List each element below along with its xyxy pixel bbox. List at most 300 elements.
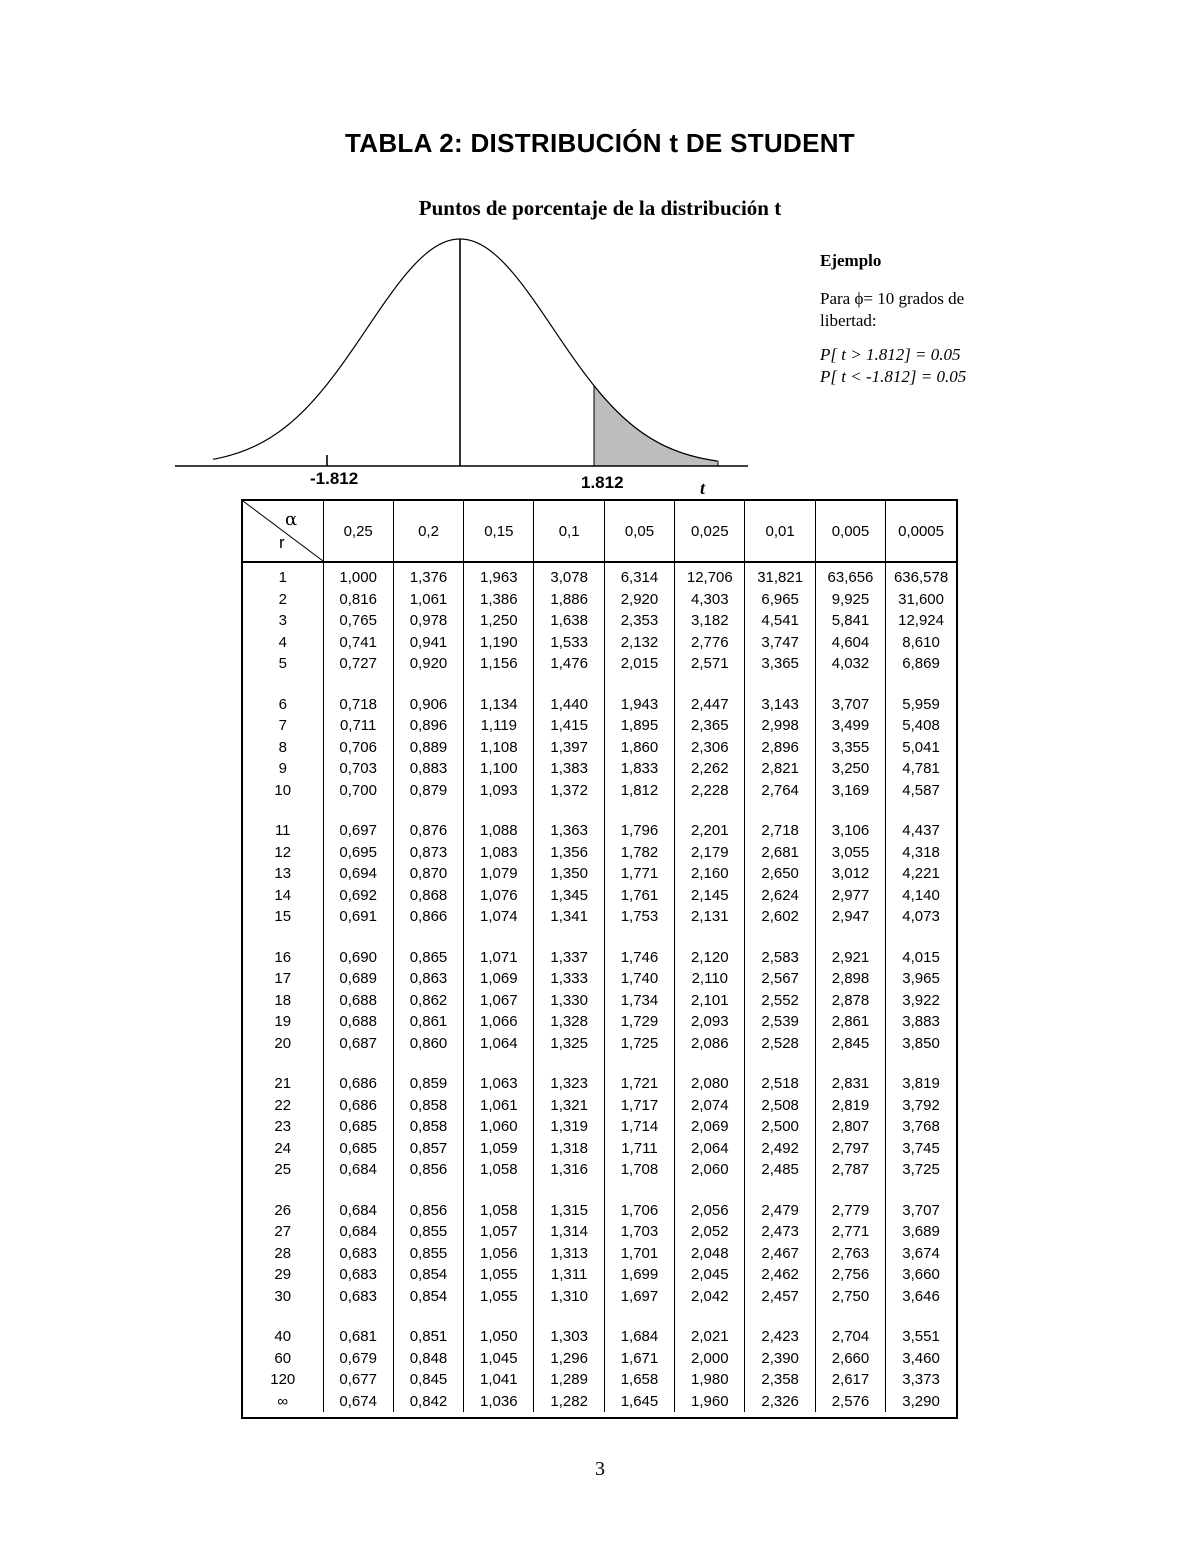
critical-value-cell: 1,746	[604, 928, 674, 969]
table-row	[243, 1369, 956, 1391]
table-row	[243, 885, 956, 907]
critical-value-cell: 3,055	[815, 842, 885, 864]
critical-value-cell: 1,812	[604, 780, 674, 802]
critical-value-cell: 1,134	[464, 675, 534, 716]
critical-value-cell: 0,692	[323, 885, 393, 907]
table-row	[243, 758, 956, 780]
critical-value-cell: 3,143	[745, 675, 815, 716]
critical-value-cell: 0,681	[323, 1307, 393, 1348]
header-alpha-value: 0,2	[393, 501, 463, 562]
critical-value-cell: 2,447	[675, 675, 745, 716]
critical-value-cell: 0,845	[393, 1369, 463, 1391]
critical-value-cell: 3,883	[886, 1011, 956, 1033]
critical-value-cell: 4,587	[886, 780, 956, 802]
critical-value-cell: 0,674	[323, 1391, 393, 1413]
critical-value-cell: 0,688	[323, 990, 393, 1012]
critical-value-cell: 4,140	[886, 885, 956, 907]
critical-value-cell: 1,325	[534, 1033, 604, 1055]
critical-value-cell: 0,700	[323, 780, 393, 802]
critical-value-cell: 2,179	[675, 842, 745, 864]
critical-value-cell: 2,462	[745, 1264, 815, 1286]
critical-value-cell: 1,074	[464, 906, 534, 928]
critical-value-cell: 4,541	[745, 610, 815, 632]
table-row	[243, 968, 956, 990]
degrees-of-freedom-cell: 11	[274, 822, 291, 839]
right-critical-value-label: 1.812	[581, 473, 624, 492]
critical-value-cell: 1,058	[464, 1181, 534, 1222]
header-row	[243, 501, 956, 562]
header-alpha-value: 0,025	[675, 501, 745, 562]
critical-value-cell: 2,064	[675, 1138, 745, 1160]
critical-value-cell: 4,073	[886, 906, 956, 928]
critical-value-cell: 2,624	[745, 885, 815, 907]
critical-value-cell: 1,156	[464, 653, 534, 675]
critical-value-cell: 4,015	[886, 928, 956, 969]
critical-value-cell: 1,321	[534, 1095, 604, 1117]
critical-value-cell: 2,878	[815, 990, 885, 1012]
critical-value-cell: 0,683	[323, 1264, 393, 1286]
critical-value-cell: 2,660	[815, 1348, 885, 1370]
critical-value-cell: 3,689	[886, 1221, 956, 1243]
critical-value-cell: 0,857	[393, 1138, 463, 1160]
critical-value-cell: 0,870	[393, 863, 463, 885]
critical-value-cell: 2,576	[815, 1391, 885, 1413]
degrees-of-freedom-cell: 4	[278, 633, 287, 651]
critical-value-cell: 1,119	[464, 715, 534, 737]
critical-value-cell: 2,052	[675, 1221, 745, 1243]
critical-value-cell: 636,578	[886, 562, 956, 589]
critical-value-cell: 4,303	[675, 589, 745, 611]
critical-value-cell: 3,646	[886, 1286, 956, 1308]
critical-value-cell: 1,943	[604, 675, 674, 716]
critical-value-cell: 1,717	[604, 1095, 674, 1117]
critical-value-cell: 0,855	[393, 1243, 463, 1265]
critical-value-cell: 1,059	[464, 1138, 534, 1160]
critical-value-cell: 0,896	[393, 715, 463, 737]
critical-value-cell: 2,093	[675, 1011, 745, 1033]
critical-value-cell: 1,725	[604, 1033, 674, 1055]
critical-value-cell: 1,069	[464, 968, 534, 990]
critical-value-cell: 0,855	[393, 1221, 463, 1243]
critical-value-cell: 2,120	[675, 928, 745, 969]
degrees-of-freedom-cell: 3	[278, 612, 287, 629]
degrees-of-freedom-cell: 1	[278, 569, 287, 586]
degrees-of-freedom-cell: 18	[274, 991, 292, 1009]
degrees-of-freedom-cell: 7	[278, 717, 287, 734]
critical-value-cell: 6,869	[886, 653, 956, 675]
critical-value-cell: 0,727	[323, 653, 393, 675]
critical-value-cell: 1,645	[604, 1391, 674, 1413]
page-number: 3	[595, 1458, 605, 1480]
critical-value-cell: 3,551	[886, 1307, 956, 1348]
critical-value-cell: 3,460	[886, 1348, 956, 1370]
critical-value-cell: 0,851	[393, 1307, 463, 1348]
critical-value-cell: 2,201	[675, 801, 745, 842]
critical-value-cell: 3,660	[886, 1264, 956, 1286]
header-alpha-value: 0,1	[534, 501, 604, 562]
table-row	[243, 1264, 956, 1286]
critical-value-cell: 2,145	[675, 885, 745, 907]
critical-value-cell: 4,781	[886, 758, 956, 780]
critical-value-cell: 0,861	[393, 1011, 463, 1033]
critical-value-cell: 0,711	[323, 715, 393, 737]
critical-value-cell: 0,858	[393, 1116, 463, 1138]
critical-value-cell: 0,703	[323, 758, 393, 780]
critical-value-cell: 2,861	[815, 1011, 885, 1033]
critical-value-cell: 2,457	[745, 1286, 815, 1308]
table-row	[243, 1243, 956, 1265]
critical-value-cell: 31,600	[886, 589, 956, 611]
critical-value-cell: 1,190	[464, 632, 534, 654]
table-row	[243, 737, 956, 759]
critical-value-cell: 2,358	[745, 1369, 815, 1391]
degrees-of-freedom-cell: 27	[274, 1223, 292, 1240]
critical-value-cell: 2,819	[815, 1095, 885, 1117]
critical-value-cell: 3,768	[886, 1116, 956, 1138]
degrees-of-freedom-cell: 10	[274, 781, 292, 799]
critical-value-cell: 0,684	[323, 1181, 393, 1222]
table-row	[243, 1011, 956, 1033]
example-text-line-1: Para ϕ= 10 grados de	[820, 289, 965, 308]
table-row	[243, 801, 956, 842]
table-body	[243, 562, 956, 1412]
critical-value-cell: 2,473	[745, 1221, 815, 1243]
critical-value-cell: 4,318	[886, 842, 956, 864]
table-row	[243, 610, 956, 632]
example-probability-lower: P[ t < -1.812] = 0.05	[820, 367, 967, 386]
critical-value-cell: 2,015	[604, 653, 674, 675]
critical-value-cell: 2,021	[675, 1307, 745, 1348]
critical-value-cell: 3,373	[886, 1369, 956, 1391]
critical-value-cell: 3,290	[886, 1391, 956, 1413]
critical-value-cell: 0,879	[393, 780, 463, 802]
critical-value-cell: 1,895	[604, 715, 674, 737]
critical-value-cell: 2,807	[815, 1116, 885, 1138]
critical-value-cell: 3,922	[886, 990, 956, 1012]
degrees-of-freedom-cell: 30	[274, 1287, 292, 1305]
critical-value-cell: 2,528	[745, 1033, 815, 1055]
critical-value-cell: 1,796	[604, 801, 674, 842]
critical-value-cell: 0,683	[323, 1243, 393, 1265]
table-row	[243, 1033, 956, 1055]
critical-value-cell: 0,688	[323, 1011, 393, 1033]
critical-value-cell: 0,866	[393, 906, 463, 928]
critical-value-cell: 2,539	[745, 1011, 815, 1033]
critical-value-cell: 0,689	[323, 968, 393, 990]
critical-value-cell: 3,725	[886, 1159, 956, 1181]
critical-value-cell: 1,036	[464, 1391, 534, 1413]
critical-value-cell: 1,533	[534, 632, 604, 654]
critical-value-cell: 2,681	[745, 842, 815, 864]
critical-value-cell: 1,782	[604, 842, 674, 864]
critical-value-cell: 2,779	[815, 1181, 885, 1222]
critical-value-cell: 2,718	[745, 801, 815, 842]
degrees-of-freedom-cell: 29	[274, 1266, 292, 1283]
degrees-of-freedom-cell: 23	[274, 1118, 292, 1135]
header-alpha-value: 0,15	[464, 501, 534, 562]
critical-value-cell: 2,771	[815, 1221, 885, 1243]
critical-value-cell: 0,684	[323, 1159, 393, 1181]
critical-value-cell: 3,674	[886, 1243, 956, 1265]
critical-value-cell: 1,296	[534, 1348, 604, 1370]
critical-value-cell: 1,383	[534, 758, 604, 780]
critical-value-cell: 1,058	[464, 1159, 534, 1181]
critical-value-cell: 1,067	[464, 990, 534, 1012]
critical-value-cell: 2,485	[745, 1159, 815, 1181]
critical-value-cell: 0,685	[323, 1116, 393, 1138]
critical-value-cell: 1,055	[464, 1264, 534, 1286]
critical-value-cell: 2,365	[675, 715, 745, 737]
page-subtitle: Puntos de porcentaje de la distribución t	[418, 196, 782, 220]
critical-value-cell: 0,765	[323, 610, 393, 632]
degrees-of-freedom-cell: 26	[274, 1201, 292, 1219]
critical-value-cell: 1,337	[534, 928, 604, 969]
critical-value-cell: 9,925	[815, 589, 885, 611]
critical-value-cell: 2,797	[815, 1138, 885, 1160]
table-row	[243, 675, 956, 716]
degrees-of-freedom-cell: 17	[274, 970, 292, 987]
table-row	[243, 1116, 956, 1138]
example-title: Ejemplo	[820, 251, 882, 270]
critical-value-cell: 1,328	[534, 1011, 604, 1033]
critical-value-cell: 2,390	[745, 1348, 815, 1370]
table-row	[243, 906, 956, 928]
critical-value-cell: 0,848	[393, 1348, 463, 1370]
table-row	[243, 1054, 956, 1095]
degrees-of-freedom-cell: 13	[274, 865, 292, 882]
critical-value-cell: 0,679	[323, 1348, 393, 1370]
critical-value-cell: 1,833	[604, 758, 674, 780]
critical-value-cell: 3,707	[886, 1181, 956, 1222]
critical-value-cell: 0,690	[323, 928, 393, 969]
critical-value-cell: 3,792	[886, 1095, 956, 1117]
critical-value-cell: 1,372	[534, 780, 604, 802]
critical-value-cell: 0,854	[393, 1264, 463, 1286]
table-row	[243, 632, 956, 654]
critical-value-cell: 1,711	[604, 1138, 674, 1160]
degrees-of-freedom-cell: 19	[274, 1013, 292, 1030]
critical-value-cell: 3,819	[886, 1054, 956, 1095]
critical-value-cell: 0,920	[393, 653, 463, 675]
critical-value-cell: 1,330	[534, 990, 604, 1012]
critical-value-cell: 2,756	[815, 1264, 885, 1286]
critical-value-cell: 2,508	[745, 1095, 815, 1117]
critical-value-cell: 1,714	[604, 1116, 674, 1138]
critical-value-cell: 2,845	[815, 1033, 885, 1055]
table-row	[243, 562, 956, 589]
critical-value-cell: 4,604	[815, 632, 885, 654]
table-row	[243, 863, 956, 885]
critical-value-cell: 1,061	[393, 589, 463, 611]
degrees-of-freedom-cell: 20	[274, 1034, 292, 1052]
corner-header-cell	[243, 501, 323, 562]
degrees-of-freedom-cell: ∞	[277, 1392, 289, 1410]
critical-value-cell: 0,906	[393, 675, 463, 716]
critical-value-cell: 1,703	[604, 1221, 674, 1243]
critical-value-cell: 1,729	[604, 1011, 674, 1033]
critical-value-cell: 1,397	[534, 737, 604, 759]
table-row	[243, 589, 956, 611]
degrees-of-freedom-cell: 28	[274, 1244, 292, 1262]
degrees-of-freedom-cell: 60	[274, 1349, 292, 1367]
critical-value-cell: 1,066	[464, 1011, 534, 1033]
critical-value-cell: 1,671	[604, 1348, 674, 1370]
critical-value-cell: 2,045	[675, 1264, 745, 1286]
critical-value-cell: 0,683	[323, 1286, 393, 1308]
critical-value-cell: 2,552	[745, 990, 815, 1012]
degrees-of-freedom-cell: 24	[274, 1139, 292, 1157]
critical-value-cell: 3,850	[886, 1033, 956, 1055]
critical-value-cell: 3,707	[815, 675, 885, 716]
critical-value-cell: 2,060	[675, 1159, 745, 1181]
critical-value-cell: 0,685	[323, 1138, 393, 1160]
critical-value-cell: 1,315	[534, 1181, 604, 1222]
critical-value-cell: 1,638	[534, 610, 604, 632]
critical-value-cell: 2,080	[675, 1054, 745, 1095]
critical-value-cell: 1,045	[464, 1348, 534, 1370]
critical-value-cell: 1,415	[534, 715, 604, 737]
table-row	[243, 990, 956, 1012]
critical-value-cell: 2,518	[745, 1054, 815, 1095]
critical-value-cell: 0,741	[323, 632, 393, 654]
header-alpha-value: 0,0005	[886, 501, 956, 562]
critical-value-cell: 1,310	[534, 1286, 604, 1308]
critical-value-cell: 2,132	[604, 632, 674, 654]
critical-value-cell: 0,860	[393, 1033, 463, 1055]
critical-value-cell: 2,920	[604, 589, 674, 611]
critical-value-cell: 5,959	[886, 675, 956, 716]
critical-value-cell: 1,440	[534, 675, 604, 716]
critical-value-cell: 1,250	[464, 610, 534, 632]
degrees-of-freedom-cell: 6	[278, 695, 287, 713]
critical-value-cell: 0,695	[323, 842, 393, 864]
degrees-of-freedom-cell: 15	[274, 908, 292, 925]
example-box	[820, 250, 1020, 388]
table-row	[243, 1391, 956, 1413]
header-alpha-value: 0,25	[323, 501, 393, 562]
critical-value-cell: 1,697	[604, 1286, 674, 1308]
critical-value-cell: 0,706	[323, 737, 393, 759]
critical-value-cell: 1,721	[604, 1054, 674, 1095]
critical-value-cell: 1,093	[464, 780, 534, 802]
critical-value-cell: 2,074	[675, 1095, 745, 1117]
table-row	[243, 1307, 956, 1348]
critical-value-cell: 1,314	[534, 1221, 604, 1243]
critical-value-cell: 1,345	[534, 885, 604, 907]
critical-value-cell: 2,306	[675, 737, 745, 759]
table-row	[243, 715, 956, 737]
critical-value-cell: 1,980	[675, 1369, 745, 1391]
critical-value-cell: 2,086	[675, 1033, 745, 1055]
degrees-of-freedom-cell: 22	[274, 1096, 292, 1114]
critical-value-cell: 2,423	[745, 1307, 815, 1348]
critical-value-cell: 1,734	[604, 990, 674, 1012]
critical-value-cell: 1,282	[534, 1391, 604, 1413]
upper-tail-area	[594, 386, 718, 466]
degrees-of-freedom-cell: 21	[274, 1075, 292, 1092]
table-row	[243, 653, 956, 675]
critical-value-cell: 0,694	[323, 863, 393, 885]
critical-value-cell: 3,365	[745, 653, 815, 675]
critical-value-cell: 0,865	[393, 928, 463, 969]
critical-value-cell: 0,863	[393, 968, 463, 990]
critical-value-cell: 2,069	[675, 1116, 745, 1138]
table-row	[243, 1221, 956, 1243]
critical-value-cell: 2,977	[815, 885, 885, 907]
header-alpha-value: 0,005	[815, 501, 885, 562]
critical-value-cell: 5,041	[886, 737, 956, 759]
critical-value-cell: 2,602	[745, 906, 815, 928]
critical-value-cell: 3,499	[815, 715, 885, 737]
t-distribution-table	[241, 499, 958, 1419]
critical-value-cell: 4,032	[815, 653, 885, 675]
critical-value-cell: 3,747	[745, 632, 815, 654]
critical-value-cell: 2,492	[745, 1138, 815, 1160]
critical-value-cell: 0,687	[323, 1033, 393, 1055]
critical-value-cell: 1,886	[534, 589, 604, 611]
critical-value-cell: 2,921	[815, 928, 885, 969]
critical-value-cell: 0,677	[323, 1369, 393, 1391]
degrees-of-freedom-cell: 2	[278, 590, 287, 608]
t-distribution-curve	[0, 0, 1200, 500]
critical-value-cell: 1,041	[464, 1369, 534, 1391]
critical-value-cell: 1,055	[464, 1286, 534, 1308]
critical-value-cell: 2,776	[675, 632, 745, 654]
critical-value-cell: 2,056	[675, 1181, 745, 1222]
critical-value-cell: 0,686	[323, 1095, 393, 1117]
critical-value-cell: 0,686	[323, 1054, 393, 1095]
critical-value-cell: 1,740	[604, 968, 674, 990]
r-symbol: r	[279, 533, 285, 552]
critical-value-cell: 3,078	[534, 562, 604, 589]
table-row	[243, 1138, 956, 1160]
critical-value-cell: 2,998	[745, 715, 815, 737]
critical-value-cell: 1,056	[464, 1243, 534, 1265]
critical-value-cell: 0,858	[393, 1095, 463, 1117]
degrees-of-freedom-cell: 25	[274, 1161, 292, 1178]
critical-value-cell: 0,718	[323, 675, 393, 716]
critical-value-cell: 0,856	[393, 1159, 463, 1181]
critical-value-cell: 1,289	[534, 1369, 604, 1391]
critical-value-cell: 1,088	[464, 801, 534, 842]
density-curve	[213, 239, 717, 461]
critical-value-cell: 1,699	[604, 1264, 674, 1286]
critical-value-cell: 1,061	[464, 1095, 534, 1117]
critical-value-cell: 0,691	[323, 906, 393, 928]
critical-value-cell: 63,656	[815, 562, 885, 589]
critical-value-cell: 1,060	[464, 1116, 534, 1138]
degrees-of-freedom-cell: 12	[274, 843, 292, 861]
table-row	[243, 1348, 956, 1370]
critical-value-cell: 2,467	[745, 1243, 815, 1265]
critical-value-cell: 2,763	[815, 1243, 885, 1265]
critical-value-cell: 2,571	[675, 653, 745, 675]
critical-value-cell: 1,960	[675, 1391, 745, 1413]
critical-value-cell: 1,753	[604, 906, 674, 928]
critical-value-cell: 3,355	[815, 737, 885, 759]
critical-value-cell: 2,000	[675, 1348, 745, 1370]
critical-value-cell: 3,250	[815, 758, 885, 780]
table-row	[243, 1286, 956, 1308]
critical-value-cell: 2,583	[745, 928, 815, 969]
critical-value-cell: 2,650	[745, 863, 815, 885]
critical-value-cell: 2,896	[745, 737, 815, 759]
critical-value-cell: 1,050	[464, 1307, 534, 1348]
critical-value-cell: 2,042	[675, 1286, 745, 1308]
degrees-of-freedom-cell: 5	[278, 655, 287, 672]
degrees-of-freedom-cell: 120	[270, 1371, 296, 1388]
critical-value-cell: 12,924	[886, 610, 956, 632]
